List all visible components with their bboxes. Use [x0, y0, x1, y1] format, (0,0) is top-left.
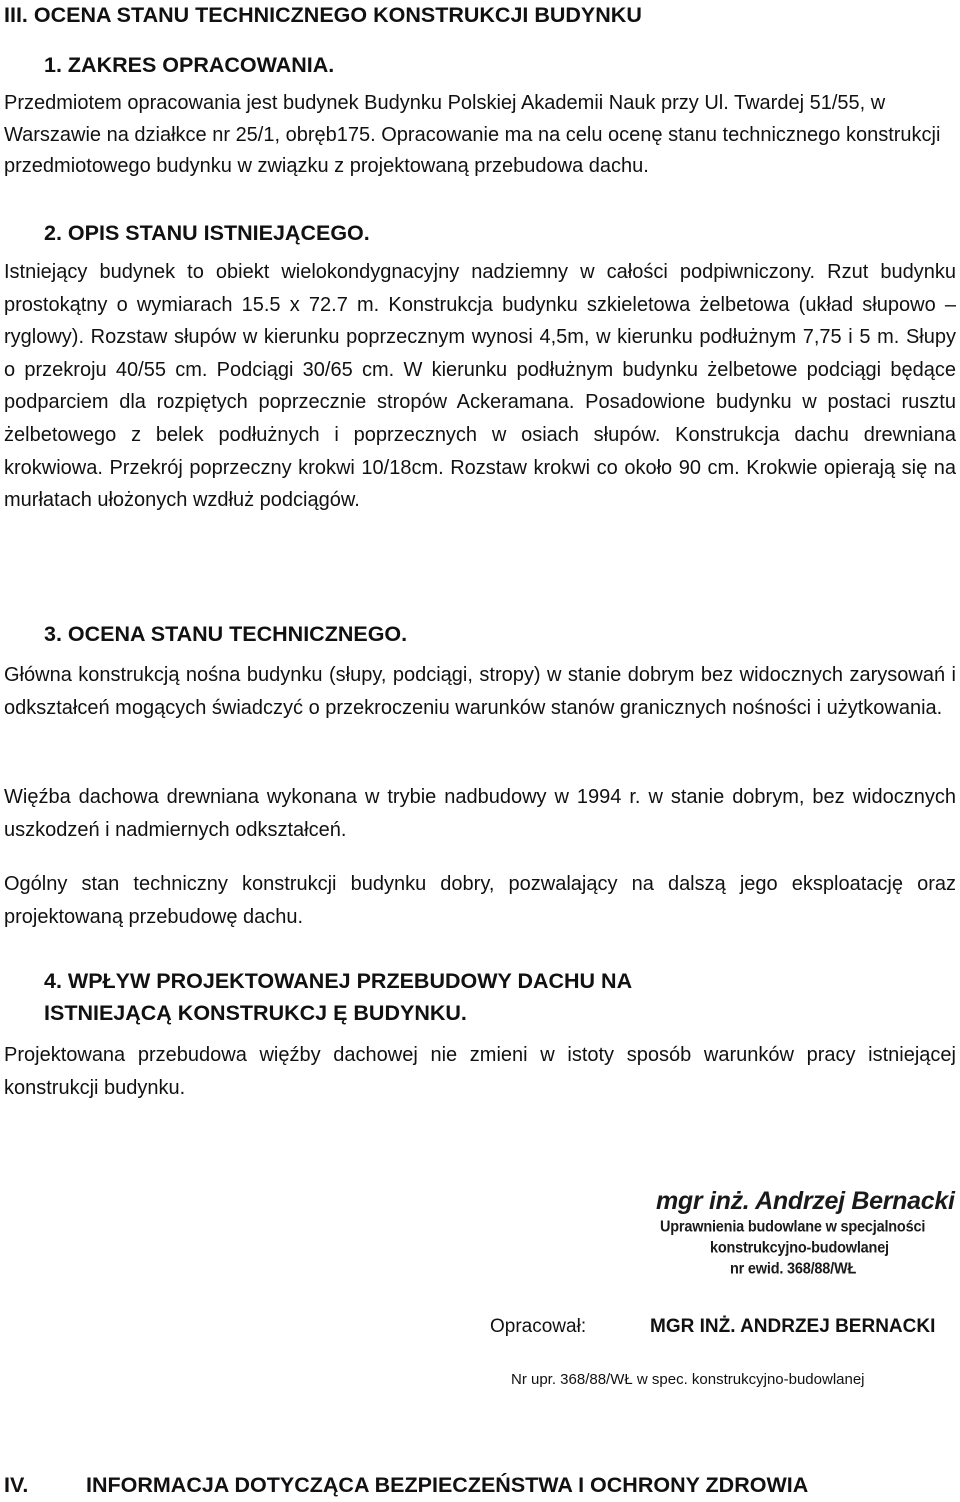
section-2-heading: 2. OPIS STANU ISTNIEJĄCEGO.: [44, 221, 370, 245]
main-heading: III. OCENA STANU TECHNICZNEGO KONSTRUKCJI BUDYNKU: [4, 3, 642, 27]
section-4-heading-line-1: 4. WPŁYW PROJEKTOWANEJ PRZEBUDOWY DACHU NA: [44, 969, 633, 993]
section-1-paragraph: Przedmiotem opracowania jest budynek Budynku Polskiej Akademii Nauk przy Ul. Twardej 51/55, w Warszawie na działkce nr 25/1, obręb175. Opracowanie ma na celu ocenę stanu technicznego konstrukcji przedmiotowego budynku w związku z projektowaną przebudowa dachu.: [4, 92, 941, 177]
stamp-name: mgr inż. Andrzej Bernacki: [656, 1187, 955, 1215]
licence-number: Nr upr. 368/88/WŁ w spec. konstrukcyjno-budowlanej: [511, 1371, 865, 1388]
chapter-iv-title: INFORMACJA DOTYCZĄCA BEZPIECZEŃSTWA I OCHRONY ZDROWIA: [86, 1473, 809, 1497]
stamp-line-2: konstrukcyjno-budowlanej: [710, 1239, 889, 1257]
section-3-heading: 3. OCENA STANU TECHNICZNEGO.: [44, 622, 408, 646]
section-2-paragraph: Istniejący budynek to obiekt wielokondygnacyjny nadziemny w całości podpiwniczony. Rzut budynku prostokątny o wymiarach 15.5 x 72.7 m. Konstrukcja budynku szkieletowa żelbetowa (układ słupowo – ryglowy). Rozstaw słupów w kierunku poprzecznym wynosi 4,5m, w kierunku podłużnym 7,75 i 5 m. Słupy o przekroju 40/55 cm. Podciągi 30/65 cm. W kierunku podłużnym budynku żelbetowe podciągi będące podparciem dla rozpiętych poprzecznie stropów Ackeramana. Posadowione budynku w postaci rusztu żelbetowego z belek podłużnych i poprzecznych w osiach słupów. Konstrukcja dachu drewniana krokwiowa. Przekrój poprzeczny krokwi 10/18cm. Rozstaw krokwi co około 90 cm. Krokwie opierają się na murłatach ułożonych wzdłuż podciągów.: [4, 261, 956, 512]
engineer-stamp: [646, 1186, 958, 1279]
section-3-paragraph-2: Więźba dachowa drewniana wykonana w trybie nadbudowy w 1994 r. w stanie dobrym, bez widocznych uszkodzeń i nadmiernych odkształceń.: [4, 786, 956, 841]
section-1-heading: 1. ZAKRES OPRACOWANIA.: [44, 53, 335, 77]
chapter-iv-heading: [4, 1471, 808, 1499]
section-4-paragraph: Projektowana przebudowa więźby dachowej nie zmieni w istoty sposób warunków pracy istniejącej konstrukcji budynku.: [4, 1044, 956, 1099]
signature-value: MGR INŻ. ANDRZEJ BERNACKI: [650, 1316, 936, 1337]
section-3-paragraph-1: Główna konstrukcją nośna budynku (słupy, podciągi, stropy) w stanie dobrym bez widocznych zarysowań i odkształceń mogących świadczyć o przekroczeniu warunków stanów granicznych nośności i użytkowania.: [4, 664, 956, 719]
signature-label: Opracował:: [490, 1316, 587, 1337]
section-3-paragraph-3: Ogólny stan techniczny konstrukcji budynku dobry, pozwalający na dalszą jego eksploatację oraz projektowaną przebudowę dachu.: [4, 873, 956, 928]
stamp-line-1: Uprawnienia budowlane w specjalności: [660, 1218, 926, 1236]
stamp-line-3: nr ewid. 368/88/WŁ: [730, 1260, 857, 1278]
chapter-iv-number: IV.: [4, 1473, 29, 1497]
section-4-heading-line-2: ISTNIEJĄCĄ KONSTRUKCJ Ę BUDYNKU.: [44, 1001, 467, 1025]
signature-row: [490, 1314, 935, 1340]
